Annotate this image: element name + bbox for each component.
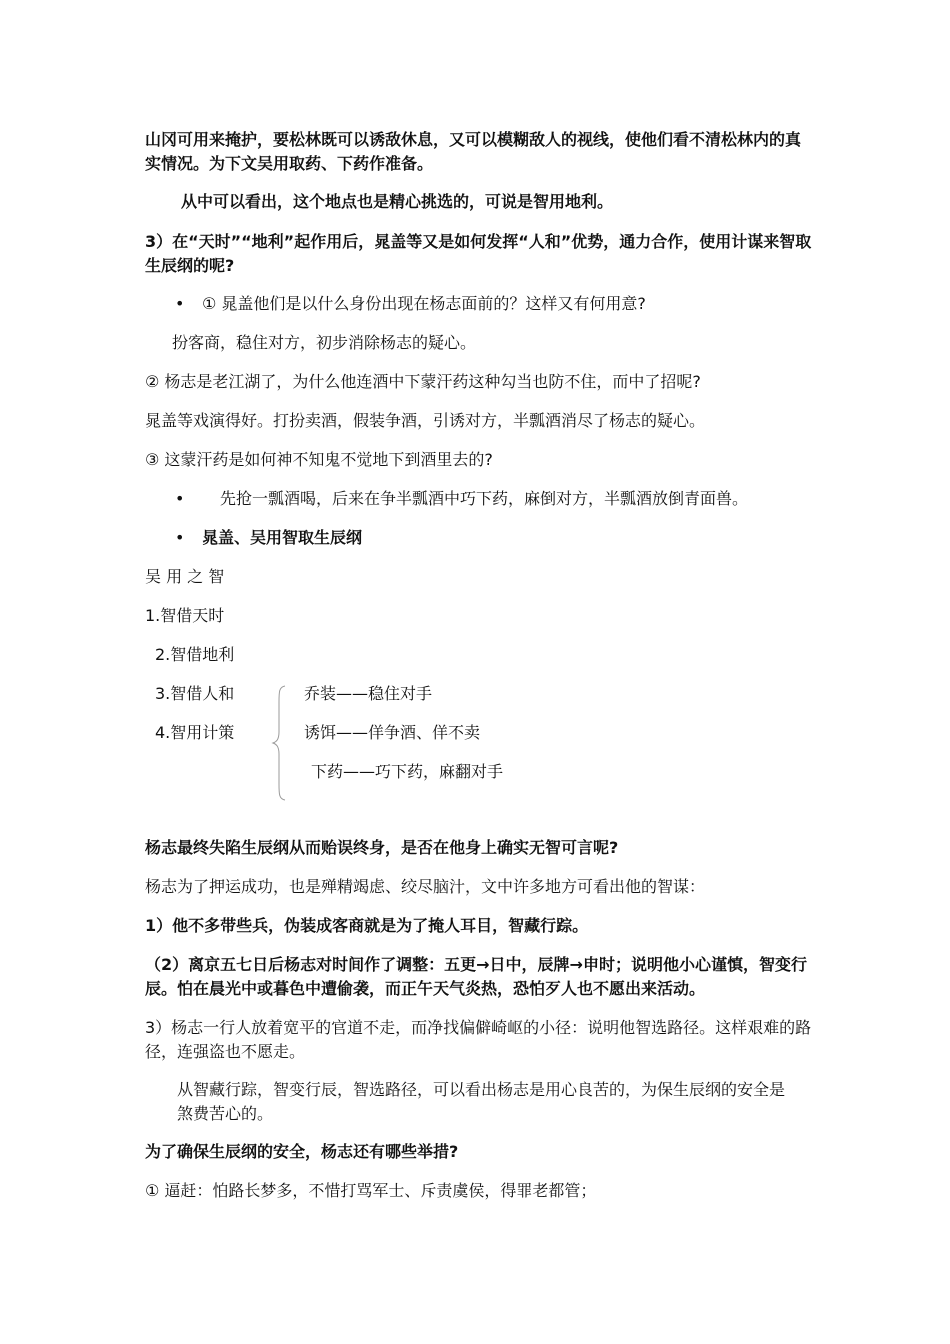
question-identity: ① 晁盖他们是以什么身份出现在杨志面前的？这样又有何用意? xyxy=(202,294,646,313)
paragraph-yangzhi-intro: 杨志为了押运成功，也是殚精竭虑、绞尽脑汁，文中许多地方可看出他的智谋： xyxy=(145,877,706,896)
question-3-heading: 3）在“天时”“地利”起作用后，晁盖等又是如何发挥“人和”优势，通力合作，使用计谋来智取生辰纲的呢? xyxy=(145,232,812,275)
bullet-icon: • xyxy=(175,489,185,508)
measure-urging: ① 逼赶：怕路长梦多，不惜打骂军士、斥责虞侯，得罪老都管； xyxy=(145,1181,597,1200)
list-item-tianshi: 1.智借天时 xyxy=(145,606,225,625)
strategy-drug: 下药——巧下药，麻翻对手 xyxy=(311,762,504,781)
list-item-dili: 2.智借地利 xyxy=(155,645,235,664)
point-choose-route: 3）杨志一行人放着宽平的官道不走，而净找偏僻崎岖的小径：说明他智选路径。这样艰难的路径，连强盗也不愿走。 xyxy=(145,1018,812,1061)
section-heading-chaogai-wuyong: 晁盖、吴用智取生辰纲 xyxy=(202,528,363,547)
question-how-drugged: ③ 这蒙汗药是如何神不知鬼不觉地下到酒里去的? xyxy=(145,450,493,469)
curly-brace-icon xyxy=(270,684,290,802)
strategy-disguise: 乔装——稳住对手 xyxy=(304,684,433,703)
question-yangzhi-wisdom: 杨志最终失陷生辰纲从而贻误终身，是否在他身上确实无智可言呢? xyxy=(145,838,619,857)
question-why-tricked: ② 杨志是老江湖了，为什么他连酒中下蒙汗药这种勾当也防不住，而中了招呢? xyxy=(145,372,701,391)
wuyong-wisdom-title: 吴 用 之 智 xyxy=(145,567,225,586)
paragraph-location-summary: 从中可以看出，这个地点也是精心挑选的，可说是智用地利。 xyxy=(181,192,614,211)
question-yangzhi-measures: 为了确保生辰纲的安全，杨志还有哪些举措? xyxy=(145,1142,459,1161)
bullet-icon: • xyxy=(175,294,185,313)
paragraph-yangzhi-summary: 从智藏行踪，智变行辰，智选路径，可以看出杨志是用心良苦的，为保生辰纲的安全是煞费苦心的。 xyxy=(177,1080,786,1123)
answer-why-tricked: 晁盖等戏演得好。打扮卖酒，假装争酒，引诱对方，半瓢酒消尽了杨志的疑心。 xyxy=(145,411,706,430)
answer-how-drugged: 先抢一瓢酒喝，后来在争半瓢酒中巧下药，麻倒对方，半瓢酒放倒青面兽。 xyxy=(220,489,749,508)
strategy-bait: 诱饵——佯争酒、佯不卖 xyxy=(304,723,481,742)
point-hide-tracks: 1）他不多带些兵，伪装成客商就是为了掩人耳目，智藏行踪。 xyxy=(145,916,589,935)
bullet-icon: • xyxy=(175,528,185,547)
answer-identity: 扮客商，稳住对方，初步消除杨志的疑心。 xyxy=(172,333,477,352)
list-item-jice: 4.智用计策 xyxy=(155,723,235,742)
paragraph-forest-cover: 山冈可用来掩护，要松林既可以诱敌休息，又可以模糊敌人的视线，使他们看不清松林内的真实情况。为下文吴用取药、下药作准备。 xyxy=(145,130,802,173)
list-item-renhe: 3.智借人和 xyxy=(155,684,235,703)
point-change-schedule: （2）离京五七日后杨志对时间作了调整：五更→日中，辰牌→申时；说明他小心谨慎，智变行辰。怕在晨光中或暮色中遭偷袭，而正午天气炎热，恐怕歹人也不愿出来活动。 xyxy=(145,955,807,998)
